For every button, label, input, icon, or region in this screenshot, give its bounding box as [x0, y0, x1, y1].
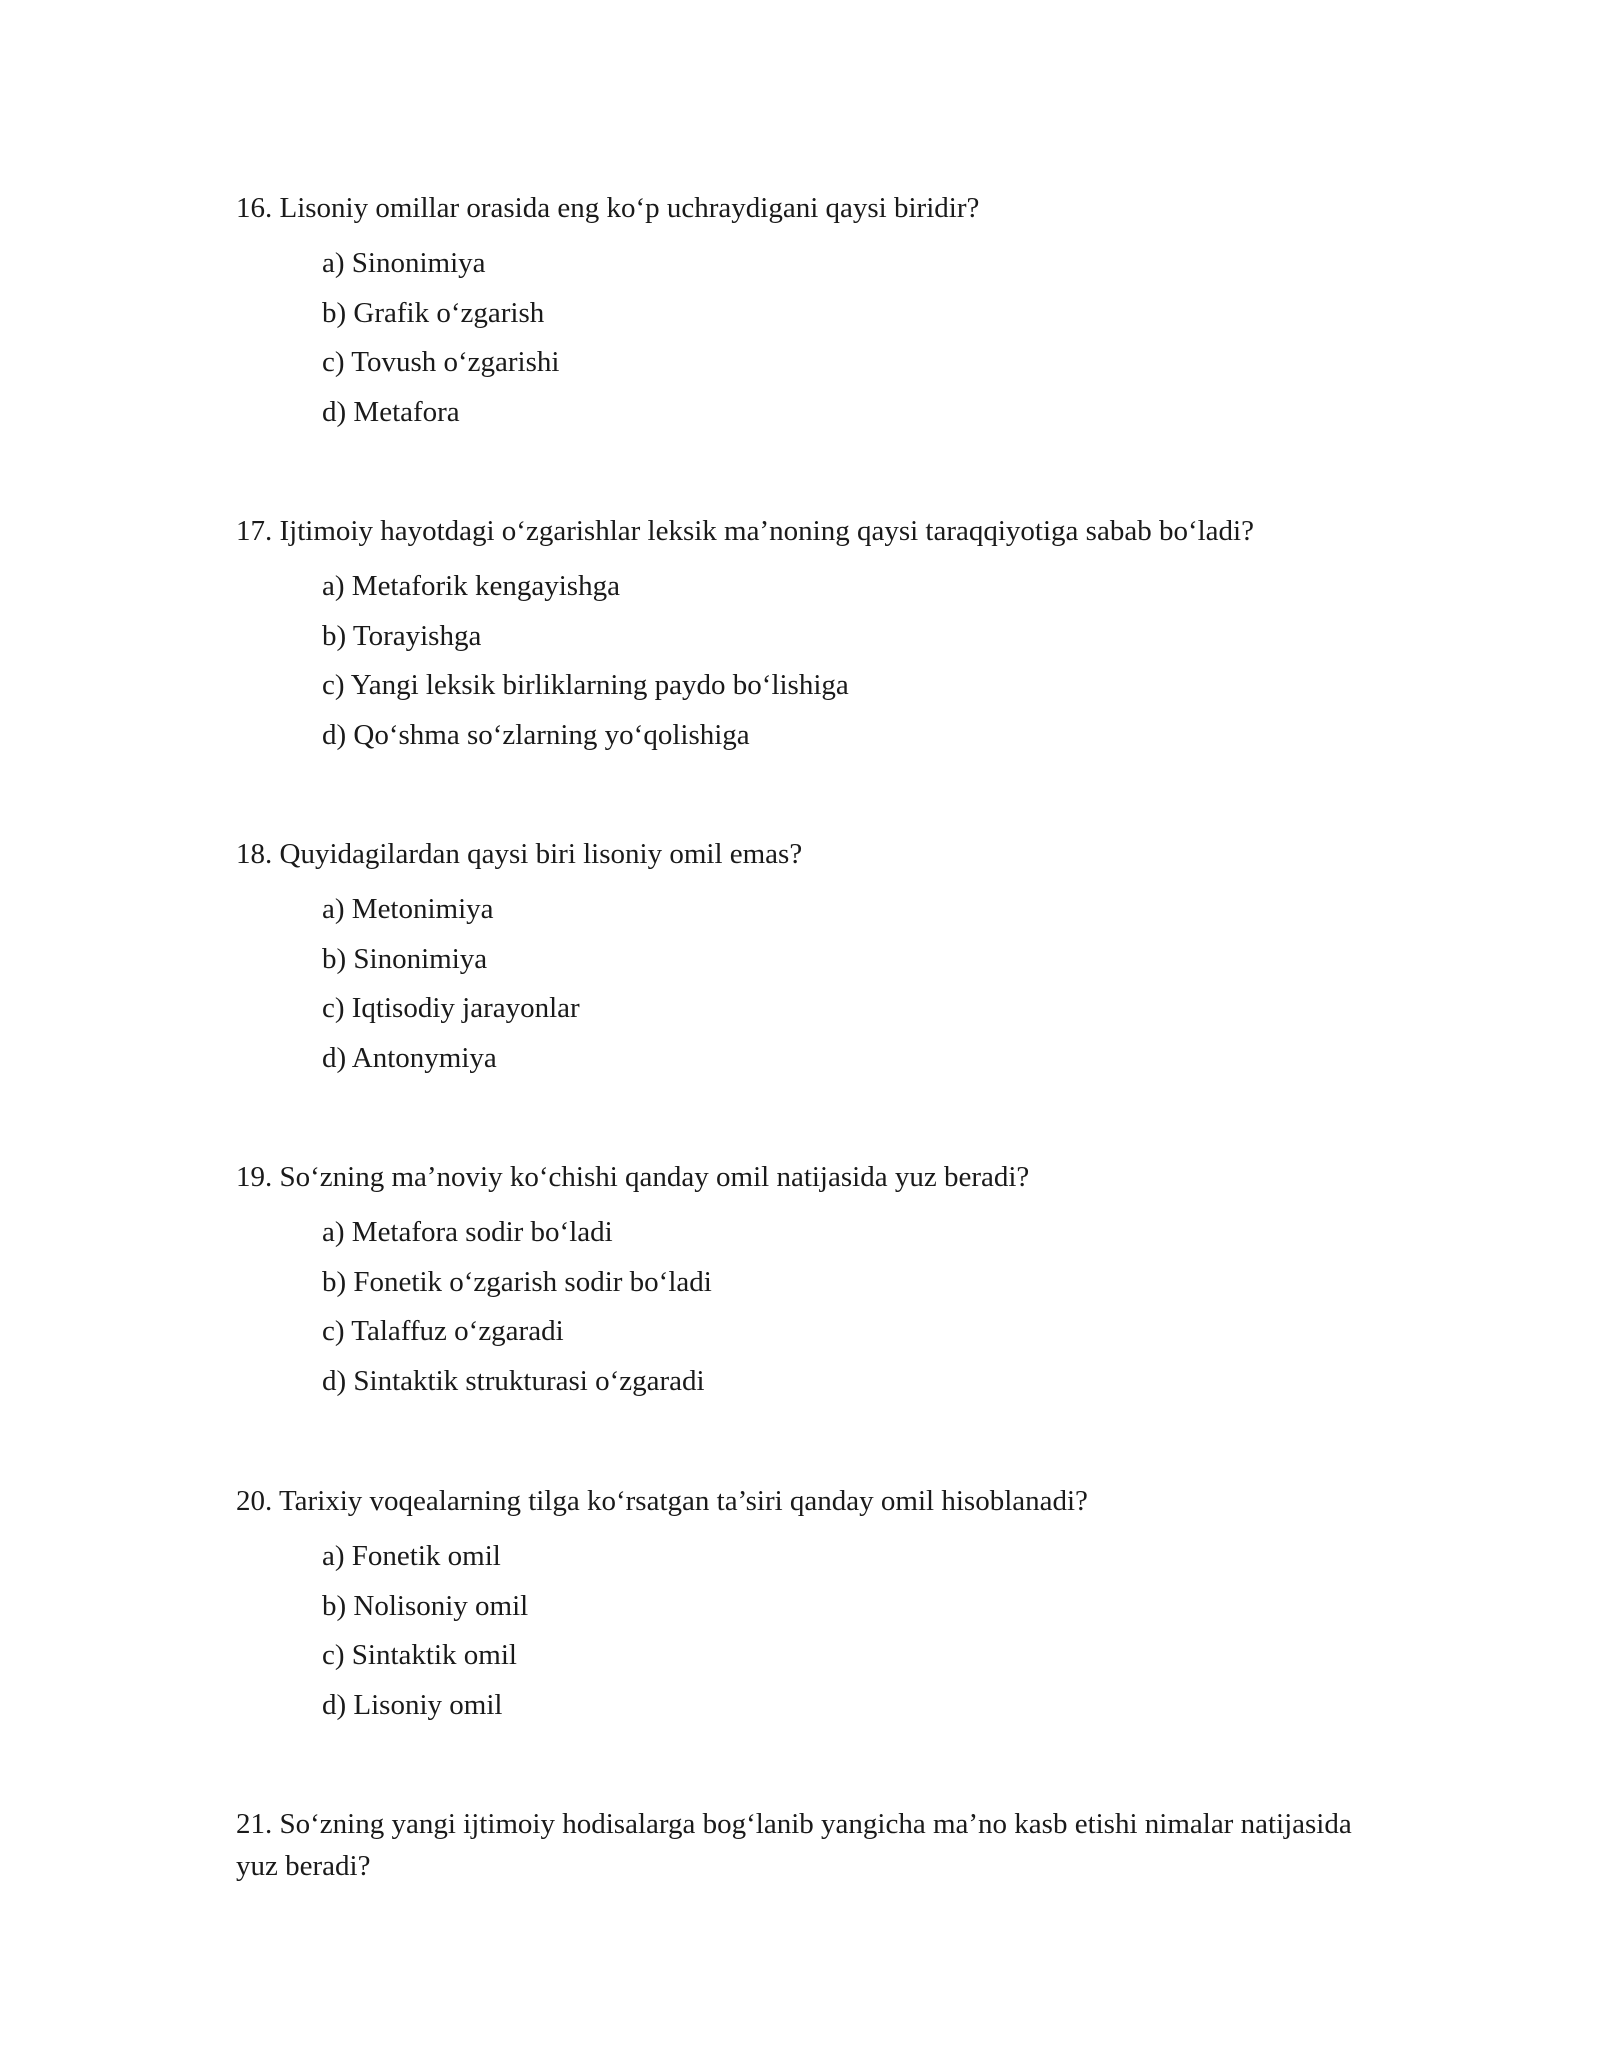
option-b: b) Torayishga [322, 619, 482, 652]
option-b: b) Grafik o‘zgarish [322, 296, 545, 329]
option-b: b) Sinonimiya [322, 942, 488, 975]
answer-options [322, 885, 1366, 1083]
option-c: c) Iqtisodiy jarayonlar [322, 992, 580, 1024]
option-a: a) Metaforik kengayishga [322, 570, 620, 602]
answer-options [322, 239, 1366, 437]
option-b: b) Fonetik o‘zgarish sodir bo‘ladi [322, 1265, 712, 1298]
question-19 [236, 1156, 1366, 1406]
question-17 [236, 510, 1366, 760]
question-18 [236, 833, 1366, 1083]
question-text: 18. Quyidagilardan qaysi biri lisoniy omil emas? [236, 838, 803, 870]
option-a: a) Metonimiya [322, 893, 494, 925]
answer-options [322, 562, 1366, 760]
question-20 [236, 1480, 1366, 1730]
option-c: c) Yangi leksik birliklarning paydo bo‘lishiga [322, 669, 849, 701]
option-a: a) Fonetik omil [322, 1540, 501, 1572]
question-text: 17. Ijtimoiy hayotdagi o‘zgarishlar leksik ma’noning qaysi taraqqiyotiga sabab bo‘ladi? [236, 515, 1254, 547]
option-d: d) Sintaktik strukturasi o‘zgaradi [322, 1364, 705, 1397]
option-c: c) Sintaktik omil [322, 1639, 517, 1671]
option-a: a) Metafora sodir bo‘ladi [322, 1216, 613, 1248]
option-b: b) Nolisoniy omil [322, 1589, 529, 1622]
option-d: d) Antonymiya [322, 1041, 497, 1074]
question-text: 20. Tarixiy voqealarning tilga ko‘rsatgan ta’siri qanday omil hisoblanadi? [236, 1485, 1088, 1517]
option-c: c) Talaffuz o‘zgaradi [322, 1315, 564, 1347]
question-21 [236, 1803, 1366, 1887]
question-text: 21. So‘zning yangi ijtimoiy hodisalarga bog‘lanib yangicha ma’no kasb etishi nimalar natijasida yuz beradi? [236, 1808, 1352, 1882]
option-d: d) Qo‘shma so‘zlarning yo‘qolishiga [322, 718, 750, 751]
option-c: c) Tovush o‘zgarishi [322, 346, 560, 378]
option-a: a) Sinonimiya [322, 247, 486, 279]
option-d: d) Metafora [322, 395, 460, 428]
question-text: 16. Lisoniy omillar orasida eng ko‘p uchraydigani qaysi biridir? [236, 192, 980, 224]
option-d: d) Lisoniy omil [322, 1688, 503, 1721]
question-16 [236, 187, 1366, 437]
answer-options [322, 1208, 1366, 1406]
answer-options [322, 1532, 1366, 1730]
question-text: 19. So‘zning ma’noviy ko‘chishi qanday omil natijasida yuz beradi? [236, 1161, 1030, 1193]
